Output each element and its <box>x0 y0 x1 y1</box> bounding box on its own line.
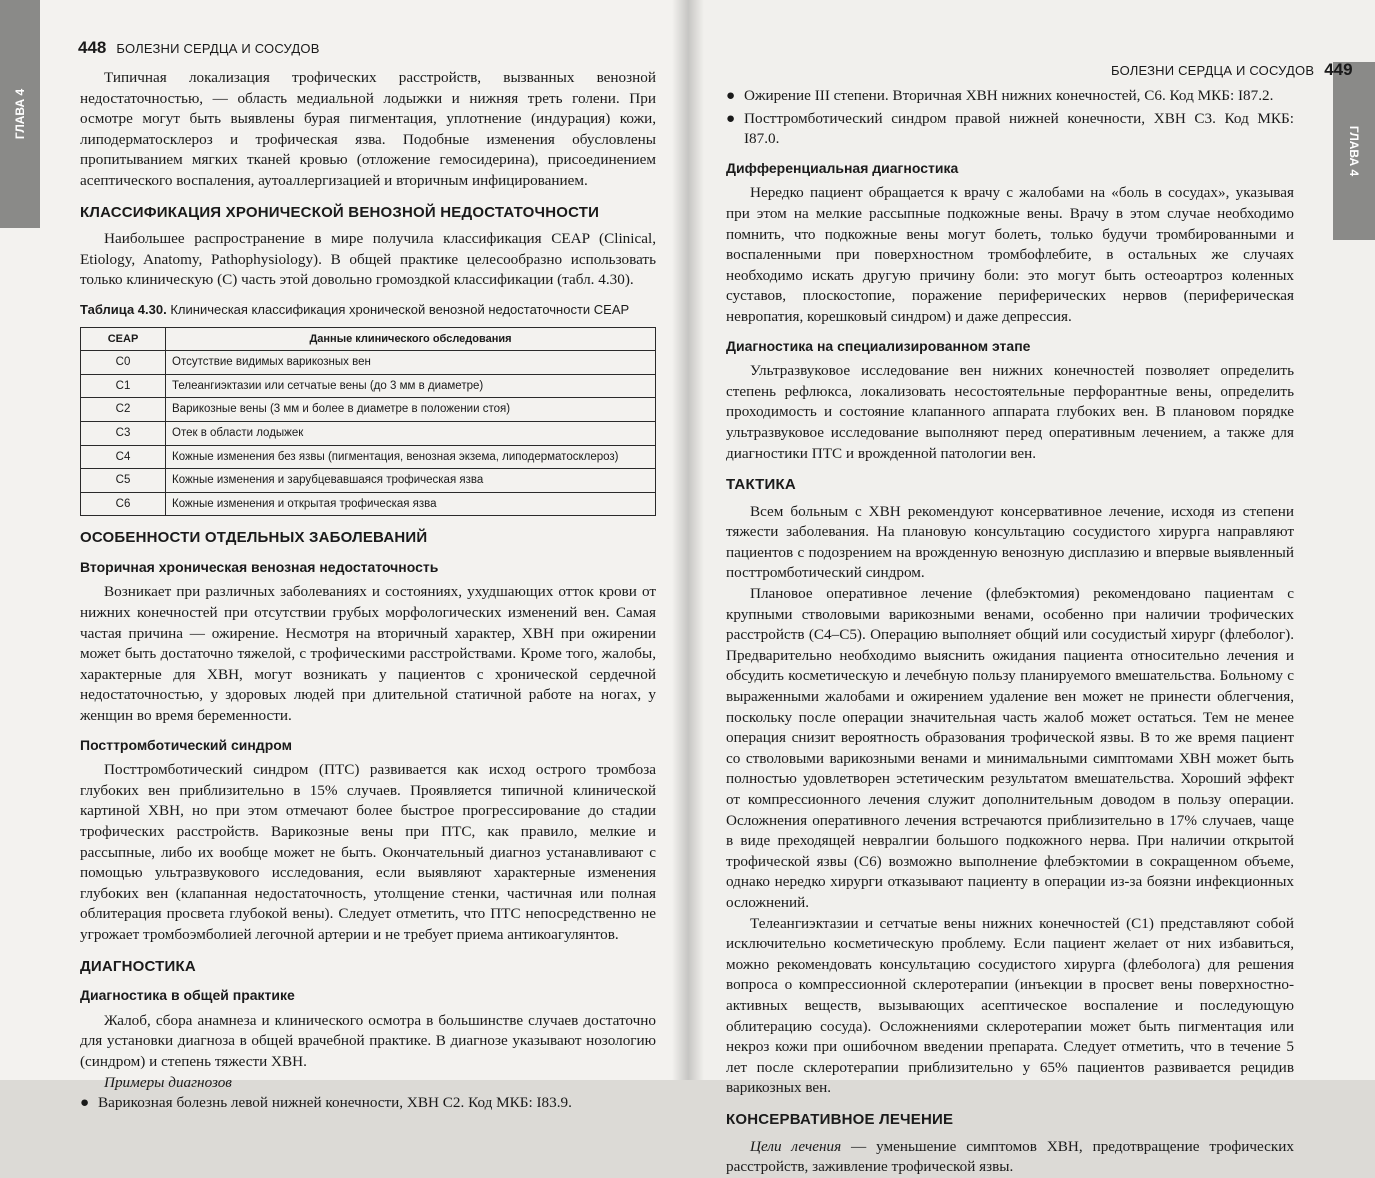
chapter-tab-left <box>0 0 40 228</box>
table-header-cell: Данные клинического обследования <box>166 327 656 351</box>
list-item <box>80 1093 656 1114</box>
goals-text: — уменьшение симптомов ХВН, предотвращение трофических расстройств, заживление трофической язвы. <box>726 1137 1294 1176</box>
table-row <box>81 421 656 445</box>
left-column <box>80 68 656 1116</box>
list-item-text: Варикозная болезнь левой нижней конечности, ХВН С2. Код МКБ: I83.9. <box>98 1094 572 1112</box>
table-cell: C3 <box>81 421 166 445</box>
chapter-tab-label: ГЛАВА 4 <box>1347 125 1361 177</box>
list-item-text: Ожирение III степени. Вторичная ХВН нижних конечностей, С6. Код МКБ: I87.2. <box>744 87 1274 104</box>
chapter-tab-right <box>1333 62 1375 240</box>
specialized-paragraph: Ультразвуковое исследование вен нижних конечностей позволяет определить степень рефлюкса, локализовать несостоятельные перфорантные вены, определить проходимость и состояние клапанного аппарата глубоких вен. В плановом порядке ультразвуковое исследование выполняют перед оперативным лечением, а также для диагностики ПТС и врожденной патологии вен. <box>726 362 1294 462</box>
table-cell: C6 <box>81 492 166 516</box>
table-cell: C4 <box>81 445 166 469</box>
chapter-tab-label: ГЛАВА 4 <box>13 88 27 140</box>
tactics-paragraph-1: Всем больным с ХВН рекомендуют консервативное лечение, исходя из степени тяжести заболевания. На плановую консультацию сосудистого хирурга направляют пациентов с подозрением на врожденную венозную дисплазию и впервые выявленный посттромботический синдром. <box>726 502 1294 582</box>
table-cell: Кожные изменения и открытая трофическая язва <box>166 492 656 516</box>
right-column <box>726 86 1294 1178</box>
list-item-text: Посттромботический синдром правой нижней конечности, ХВН С3. Код МКБ: I87.0. <box>744 109 1294 148</box>
list-item <box>726 109 1294 150</box>
table-row <box>81 374 656 398</box>
table-cell: C1 <box>81 374 166 398</box>
table-caption <box>80 300 656 321</box>
table-caption-label: Таблица 4.30. <box>80 301 167 317</box>
table-cell: C5 <box>81 469 166 493</box>
section-heading-diagnostics: ДИАГНОСТИКА <box>80 957 196 975</box>
examples-list-continued <box>726 86 1294 150</box>
table-cell: Кожные изменения без язвы (пигментация, венозная экзема, липодерматосклероз) <box>166 445 656 469</box>
table-row <box>81 469 656 493</box>
subheading-secondary-cvi: Вторичная хроническая венозная недостаточность <box>80 558 439 575</box>
table-cell: Отсутствие видимых варикозных вен <box>166 351 656 375</box>
running-title: БОЛЕЗНИ СЕРДЦА И СОСУДОВ <box>1111 63 1315 78</box>
section-heading-tactics: ТАКТИКА <box>726 476 796 494</box>
section-heading-classification: КЛАССИФИКАЦИЯ ХРОНИЧЕСКОЙ ВЕНОЗНОЙ НЕДОСТАТОЧНОСТИ <box>80 203 600 221</box>
section-heading-features: ОСОБЕННОСТИ ОТДЕЛЬНЫХ ЗАБОЛЕВАНИЙ <box>80 529 428 547</box>
table-cell: Телеангиэктазии или сетчатые вены (до 3 мм в диаметре) <box>166 374 656 398</box>
general-practice-paragraph: Жалоб, сбора анамнеза и клинического осмотра в большинстве случаев достаточно для установки диагноза в общей врачебной практике. В диагнозе указывают нозологию (синдром) и степень тяжести ХВН. <box>80 1011 656 1070</box>
running-head-right <box>1111 60 1353 80</box>
subheading-pts: Посттромботический синдром <box>80 736 292 753</box>
table-cell: C0 <box>81 351 166 375</box>
book-gutter <box>672 0 704 1080</box>
pts-paragraph: Посттромботический синдром (ПТС) развивается как исход острого тромбоза глубоких вен приблизительно в 15% случаев. Проявляется типичной клинической картиной ХВН, но при этом отмечают более быстрое прогрессирование до стадии трофических расстройств. Варикозные вены при ПТС, как правило, мелкие и рассыпные, либо их вообще может не быть. Окончательный диагноз устанавливают с помощью ультразвукового исследования, если выявляют характерные изменения глубоких вен (клапанная недостаточность, утолщение стенки, частичная или полная облитерация просвета глубокой вены). Следует отметить, что ПТС непосредственно не угрожает тромбоэмболией легочной артерии и не требует приема антикоагулянтов. <box>80 761 656 943</box>
intro-paragraph: Типичная локализация трофических расстройств, вызванных венозной недостаточностью, — область медиальной лодыжки и нижняя треть голени. При осмотре могут быть выявлены бурая пигментация, уплотнение (индурация) кожи, липодерматосклероз и трофическая язва. Подобные изменения обусловлены пропитыванием мягких тканей кровью (отложение гемосидерина), присоединением асептического воспаления, аутоаллергизацией и вторичным инфицированием. <box>80 69 656 189</box>
page-number: 449 <box>1324 60 1353 79</box>
table-header-row <box>81 327 656 351</box>
left-page <box>0 0 688 1112</box>
running-head-left <box>78 38 320 58</box>
table-caption-text: Клиническая классификация хронической венозной недостаточности CEAP <box>170 301 630 317</box>
bullet-icon: ● <box>80 1094 90 1112</box>
differential-paragraph: Нередко пациент обращается к врачу с жалобами на «боль в сосудах», указывая при этом на мелкие рассыпные подкожные вены. Врачу в этом случае необходимо помнить, что подкожные вены могут болеть, только будучи тромбированными и воспаленными при поверхностном тромбофлебите, в остальных же случаях необходимо искать другую причину боли: это могут быть остеоартроз коленных суставов, плоскостопие, поражение периферических нервов (периферическая невропатия, корешковый синдром) и даже депрессия. <box>726 184 1294 325</box>
table-row <box>81 492 656 516</box>
table-row <box>81 445 656 469</box>
table-cell: Кожные изменения и зарубцевавшаяся трофическая язва <box>166 469 656 493</box>
bullet-icon: ● <box>726 109 736 127</box>
table-row <box>81 398 656 422</box>
bullet-icon: ● <box>726 87 736 104</box>
examples-heading: Примеры диагнозов <box>104 1073 232 1091</box>
table-row <box>81 351 656 375</box>
classification-paragraph: Наибольшее распространение в мире получила классификация CEAP (Clinical, Etiology, Anatomy, Pathophysiology). В общей практике целесообразно использовать только клиническую (С) часть этой довольно громоздкой классификации (табл. 4.30). <box>80 230 656 289</box>
conservative-paragraph <box>726 1137 1294 1178</box>
right-page <box>688 0 1375 1176</box>
tactics-paragraph-2: Плановое оперативное лечение (флебэктомия) рекомендовано пациентам с крупными стволовыми варикозными венами, особенно при наличии трофических расстройств (С4–С5). Операцию выполняет общий или сосудистый хирург (флеболог). Предварительно необходимо выяснить ожидания пациента относительно лечения и обсудить косметическую и лечебную пользу планируемого вмешательства. Больному с выраженными жалобами и ожирением удаление вен может не принести облегчения, поскольку после операции значительная часть жалоб может остаться. Тем не менее операция снизит вероятность образования трофической язвы. В то же время пациент со стволовыми варикозными венами и минимальными симптомами ХВН может быть полностью удовлетворен эстетическим результатом вмешательства. Хороший эффект от компрессионного лечения служит дополнительным доводом в пользу операции. Осложнения оперативного лечения встречаются приблизительно в 17% случаев, чаще в виде преходящей невралгии большого подкожного нерва. При наличии открытой трофической язвы (С6) возможно выполнение флебэктомии в сокращенном объеме, однако нередко хирурги отказывают пациенту в операции из-за боязни инфекционных осложнений. <box>726 585 1294 911</box>
page-number: 448 <box>78 38 107 57</box>
subheading-general-practice: Диагностика в общей практике <box>80 987 295 1004</box>
running-title: БОЛЕЗНИ СЕРДЦА И СОСУДОВ <box>116 41 320 56</box>
subheading-differential: Дифференциальная диагностика <box>726 159 959 176</box>
table-cell: Варикозные вены (3 мм и более в диаметре в положении стоя) <box>166 398 656 422</box>
examples-list <box>80 1093 656 1114</box>
goals-label: Цели лечения <box>750 1137 842 1155</box>
ceap-table <box>80 327 656 517</box>
table-cell: C2 <box>81 398 166 422</box>
section-heading-conservative: КОНСЕРВАТИВНОЕ ЛЕЧЕНИЕ <box>726 1110 954 1128</box>
table-header-cell: CEAP <box>81 327 166 351</box>
secondary-cvi-paragraph: Возникает при различных заболеваниях и состояниях, ухудшающих отток крови от нижних конечностей при отсутствии грубых морфологических изменений вен. Самая частая причина — ожирение. Несмотря на вторичный характер, ХВН при ожирении может быть достаточно тяжелой, с трофическими расстройствами. Кроме того, жалобы, характерные для ХВН, могут возникать у пациентов с хронической сердечной недостаточностью, у здоровых людей при длительной статичной работе на ногах, у женщин во время беременности. <box>80 583 656 725</box>
tactics-paragraph-3: Телеангиэктазии и сетчатые вены нижних конечностей (С1) представляют собой исключительно косметическую проблему. Если пациент желает от них избавиться, можно рекомендовать консультацию сосудистого хирурга (флеболога) для решения вопроса о компрессионной склеротерапии (инъекции в просвет вены поверхностно-активных веществ, вызывающих асептическое воспаление и последующую облитерацию сосуда). Осложнениями склеротерапии может быть пигментация или некроз кожи при ошибочном введении препарата. Следует отметить, что в течение 5 лет после склеротерапии приблизительно у 65% пациентов развивается рецидив варикозных вен. <box>726 914 1294 1097</box>
subheading-specialized: Диагностика на специализированном этапе <box>726 337 1031 354</box>
list-item <box>726 86 1294 107</box>
table-cell: Отек в области лодыжек <box>166 421 656 445</box>
